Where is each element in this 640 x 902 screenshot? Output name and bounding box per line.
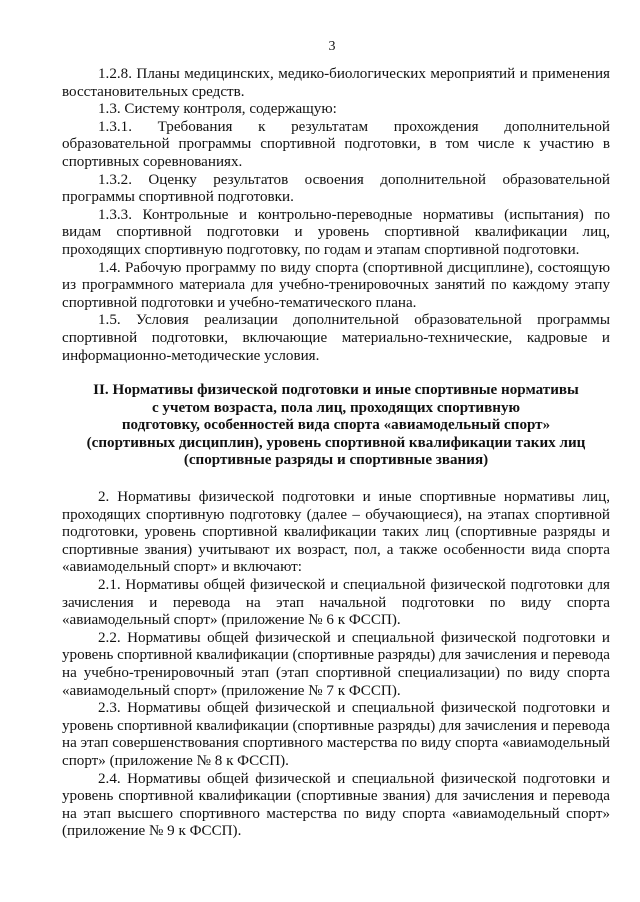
section-2-heading [62,382,610,470]
section-2-body [62,489,610,841]
heading-line-2: с учетом возраста, пола лиц, проходящих спортивную [151,399,521,416]
paragraph-1-5: 1.5. Условия реализации дополнительной образовательной программы спортивной подготовки, включающие материально-технические, кадровые и информационно-методические условия. [62,312,610,364]
paragraph-2-4: 2.4. Нормативы общей физической и специальной физической подготовки и уровень спортивной квалификации (спортивные звания) для зачисления и перевода на этап высшего спортивного мастерства по виду спорта «авиамодельный спорт» (приложение № 9 к ФССП). [62,770,610,840]
paragraph-1-4: 1.4. Рабочую программу по виду спорта (спортивной дисциплине), состоящую из программного материала для учебно-тренировочных занятий по каждому этапу спортивной подготовки и учебно-тематического плана. [62,259,610,311]
paragraph-2-1: 2.1. Нормативы общей физической и специальной физической подготовки для зачисления и перевода на этап начальной подготовки по виду спорта «авиамодельный спорт» (приложение № 6 к ФССП). [62,577,610,629]
section-1-body [62,66,610,365]
heading-line-1: II. Нормативы физической подготовки и иные спортивные нормативы [93,382,579,399]
page-number: 3 [328,39,336,54]
paragraph-1-3: 1.3. Систему контроля, содержащую: [98,101,337,118]
paragraph-2: 2. Нормативы физической подготовки и иные спортивные нормативы лиц, проходящих спортивную подготовку (далее – обучающиеся), на этапах спортивной подготовки, уровень спортивной квалификации таких лиц (спортивные разряды и спортивные звания) учитывают их возраст, пол, а также особенности вида спорта «авиамодельный спорт» и включают: [62,489,610,576]
heading-line-3: подготовку, особенностей вида спорта «авиамодельный спорт» [121,417,551,434]
paragraph-1-3-2: 1.3.2. Оценку результатов освоения дополнительной образовательной программы спортивной подготовки. [62,171,610,206]
heading-line-4: (спортивных дисциплин), уровень спортивной квалификации таких лиц [86,434,586,451]
heading-line-5: (спортивные разряды и спортивные звания) [183,452,489,469]
paragraph-2-3: 2.3. Нормативы общей физической и специальной физической подготовки и уровень спортивной квалификации (спортивные разряды) для зачисления и перевода на этап совершенствования спортивного мастерства по виду спорта «авиамодельный спорт» (приложение № 8 к ФССП). [62,700,610,769]
paragraph-1-3-3: 1.3.3. Контрольные и контрольно-переводные нормативы (испытания) по видам спортивной подготовки и уровень спортивной квалификации лиц, проходящих спортивную подготовку, по годам и этапам спортивной подготовки. [62,206,610,258]
paragraph-1-2-8: 1.2.8. Планы медицинских, медико-биологических мероприятий и применения восстановительных средств. [62,66,610,100]
paragraph-2-2: 2.2. Нормативы общей физической и специальной физической подготовки и уровень спортивной квалификации (спортивные разряды) для зачисления и перевода на учебно-тренировочный этап (этап спортивной специализации) по виду спорта «авиамодельный спорт» (приложение № 7 к ФССП). [62,629,610,699]
paragraph-1-3-1: 1.3.1. Требования к результатам прохождения дополнительной образовательной программы спортивной подготовки, в том числе к участию в спортивных соревнованиях. [62,118,610,170]
